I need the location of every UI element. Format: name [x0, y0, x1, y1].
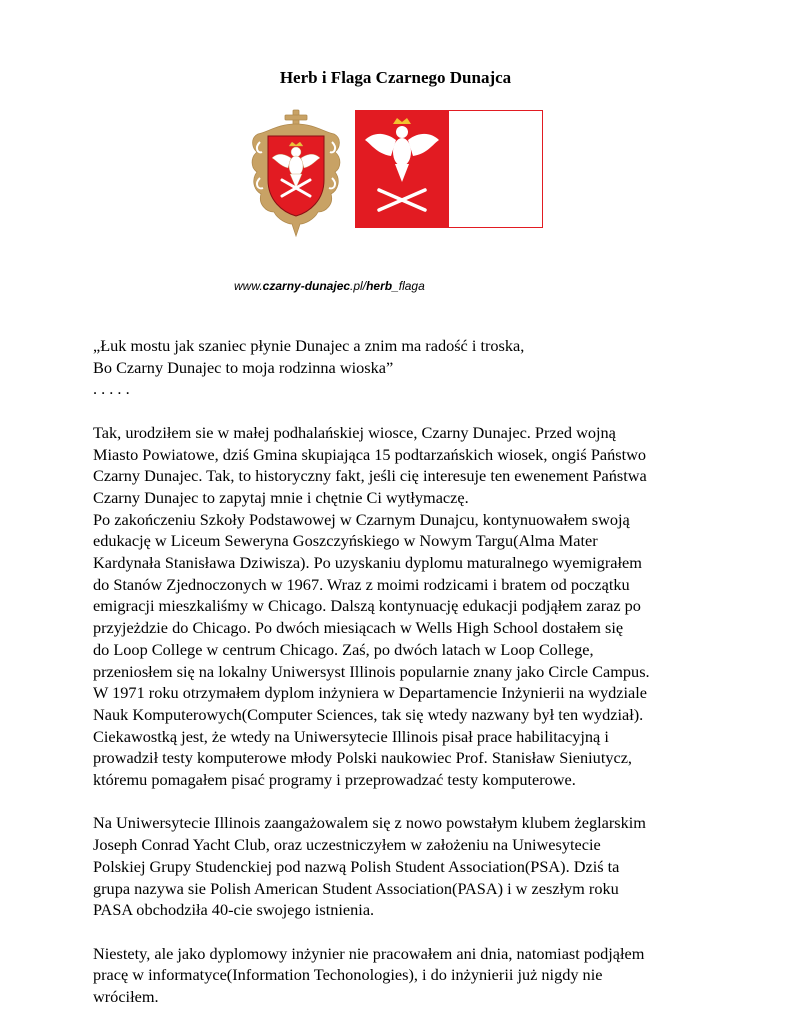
text-line: W 1971 roku otrzymałem dyplom inżyniera w Departamencie Inżynierii na wydziale [93, 683, 647, 703]
text-line: prowadził testy komputerowe młody Polski naukowiec Prof. Stanisław Sieniutycz, [93, 748, 633, 768]
text-line: przyjeżdzie do Chicago. Po dwóch miesiącach w Wells High School dostałem się [93, 618, 624, 638]
text-line: Ciekawostką jest, że wtedy na Uniwersytecie Illinois pisał prace habilitacyjną i [93, 726, 609, 746]
page-title: Herb i Flaga Czarnego Dunajca [279, 68, 512, 87]
text-line: któremu pomagałem pisać programy i przeprowadzać testy komputerowe. [93, 770, 576, 790]
text-line: Nauk Komputerowych(Computer Sciences, tak się wtedy nazwany był ten wydział). [93, 704, 644, 724]
text-line: emigracji mieszkaliśmy w Chicago. Dalszą kontynuację edukacji podjąłem zaraz po [93, 596, 641, 616]
paragraph-1 [93, 422, 733, 791]
text-line: Miasto Powiatowe, dziś Gmina skupiająca 15 podtarzańskich wiosek, ongiś Państwo [93, 444, 647, 464]
text-line: Polskiej Grupy Studenckiej pod nazwą Polish Student Association(PSA). Dziś ta [93, 856, 620, 876]
text-line: Czarny Dunajec. Tak, to historyczny fakt, jeśli cię interesuje ten ewenement Państwa [93, 466, 647, 486]
source-url[interactable]: www.czarny-dunajec.pl/herb_flaga [234, 279, 425, 293]
paragraph-3 [93, 943, 733, 1008]
text-line: Tak, urodziłem sie w małej podhalańskiej wiosce, Czarny Dunajec. Przed wojną [93, 422, 616, 442]
text-line: Kardynała Stanisława Dziwisza). Po uzyskaniu dyplomu maturalnego wyemigrałem [93, 553, 642, 573]
text-line: do Loop College w centrum Chicago. Zaś, po dwóch latach w Loop College, [93, 639, 594, 659]
text-line: edukację w Liceum Seweryna Goszczyńskiego w Nowym Targu(Alma Mater [93, 531, 598, 551]
text-line: . . . . . [93, 379, 130, 399]
text-line: Czarny Dunajec to zapytaj mnie i chętnie Ci wytłymaczę. [93, 487, 469, 507]
text-line: przeniosłem się na lokalny Uniwersyst Illinois popularnie znany jako Circle Campus. [93, 661, 650, 681]
coat-of-arms-image [248, 108, 344, 238]
text-line: Niestety, ale jako dyplomowy inżynier nie pracowałem ani dnia, natomiast podjąłem [93, 943, 645, 963]
text-line: „Łuk mostu jak szaniec płynie Dunajec a znim ma radość i troska, [93, 336, 525, 355]
text-line: Po zakończeniu Szkoły Podstawowej w Czarnym Dunajcu, kontynuowałem swoją [93, 509, 630, 529]
text-line: wróciłem. [93, 987, 159, 1007]
text-line: grupa nazywa sie Polish American Student Association(PASA) i w zeszłym roku [93, 878, 619, 898]
article-body [93, 335, 733, 1008]
text-line: Joseph Conrad Yacht Club, oraz uczestniczyłem w założeniu na Uniwesytecie [93, 835, 601, 855]
text-line: Na Uniwersytecie Illinois zaangażowalem się z nowo powstałym klubem żeglarskim [93, 813, 646, 833]
paragraph-2 [93, 812, 733, 921]
text-line: Bo Czarny Dunajec to moja rodzinna wioska” [93, 357, 394, 377]
text-line: do Stanów Zjednoczonych w 1967. Wraz z moimi rodzicami i bratem od początku [93, 574, 630, 594]
poem-quote [93, 335, 733, 400]
text-line: PASA obchodziła 40-cie swojego istnienia. [93, 900, 375, 920]
text-line: pracę w informatyce(Information Techonologies), i do inżynierii już nigdy nie [93, 965, 603, 985]
flag-image [355, 110, 543, 228]
